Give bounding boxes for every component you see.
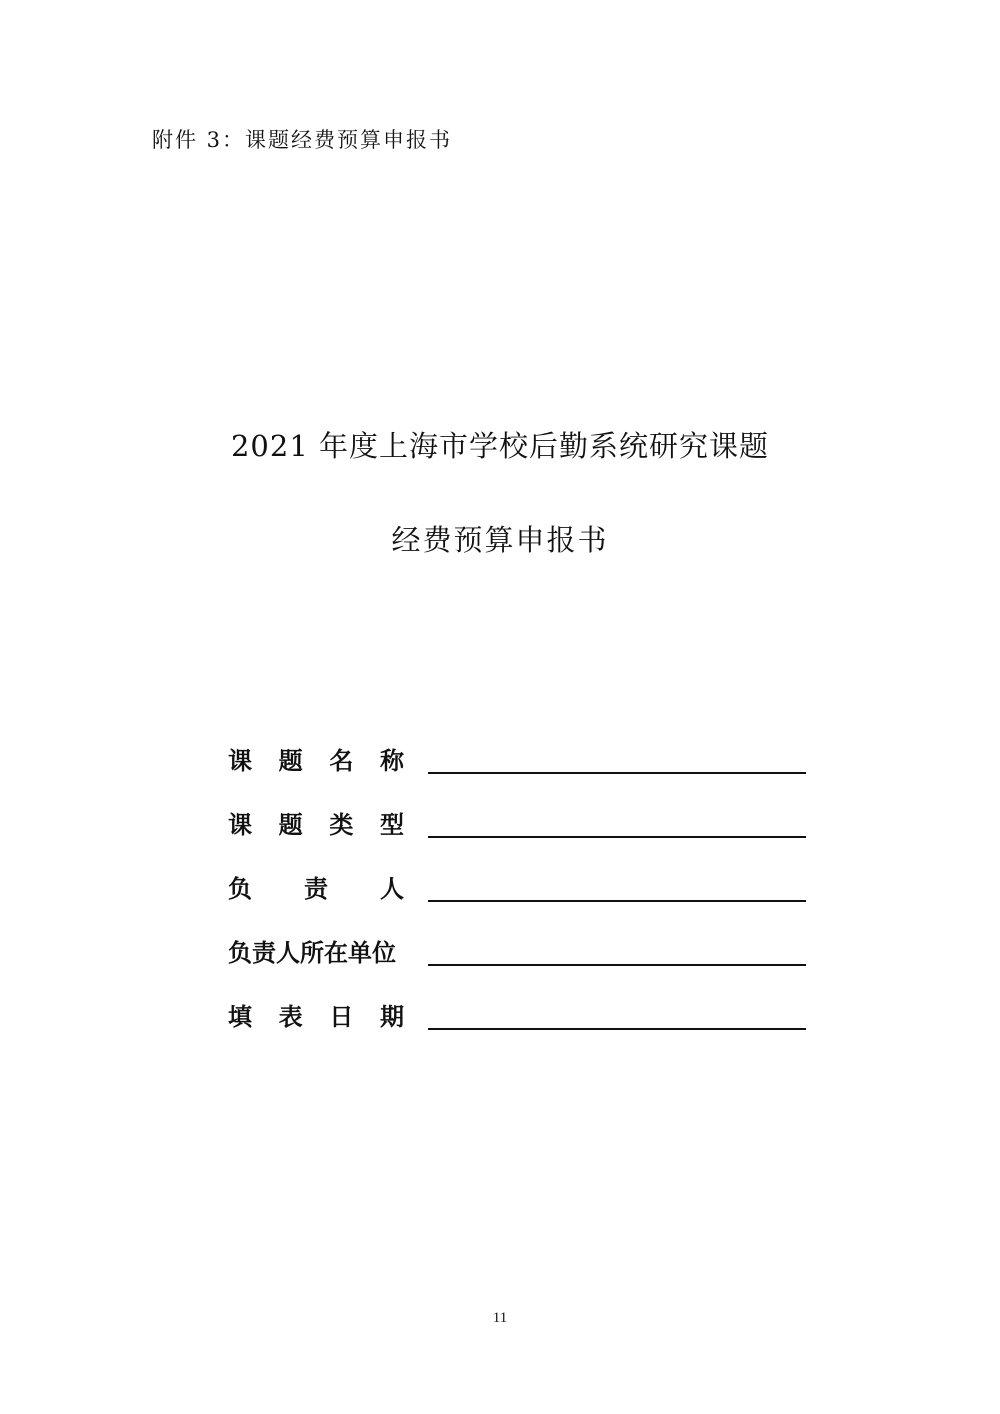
field-label: 负责人所在单位 [228, 939, 396, 967]
attachment-label: 附件 3：课题经费预算申报书 [152, 128, 453, 152]
cover-form [228, 740, 828, 1060]
label-char: 人 [380, 875, 404, 903]
label-char: 名 [329, 747, 354, 775]
label-char: 日 [329, 1003, 354, 1031]
field-person-in-charge [228, 868, 828, 932]
label-char: 期 [379, 1003, 404, 1031]
page-number: 11 [492, 1310, 508, 1326]
label-char: 题 [278, 811, 303, 839]
fill-in-line [428, 772, 806, 774]
label-char: 题 [278, 747, 303, 775]
field-label [228, 808, 404, 842]
fill-in-line [428, 836, 806, 838]
label-char: 负 [228, 875, 252, 903]
label-char: 课 [228, 811, 252, 839]
field-label [228, 1000, 404, 1034]
fill-in-line [428, 1028, 806, 1030]
field-organization [228, 932, 828, 996]
label-char: 表 [278, 1003, 303, 1031]
field-label [228, 744, 404, 778]
field-label [228, 872, 404, 906]
field-project-type [228, 804, 828, 868]
field-fill-date [228, 996, 828, 1060]
label-char: 课 [228, 747, 252, 775]
label-char: 责 [304, 875, 328, 903]
document-title-line-2: 经费预算申报书 [391, 523, 609, 557]
fill-in-line [428, 964, 806, 966]
label-char: 型 [379, 811, 404, 839]
label-char: 称 [379, 747, 404, 775]
label-char: 类 [329, 811, 354, 839]
label-char: 填 [228, 1003, 252, 1031]
field-project-name [228, 740, 828, 804]
fill-in-line [428, 900, 806, 902]
document-title-line-1: 2021 年度上海市学校后勤系统研究课题 [230, 429, 770, 463]
